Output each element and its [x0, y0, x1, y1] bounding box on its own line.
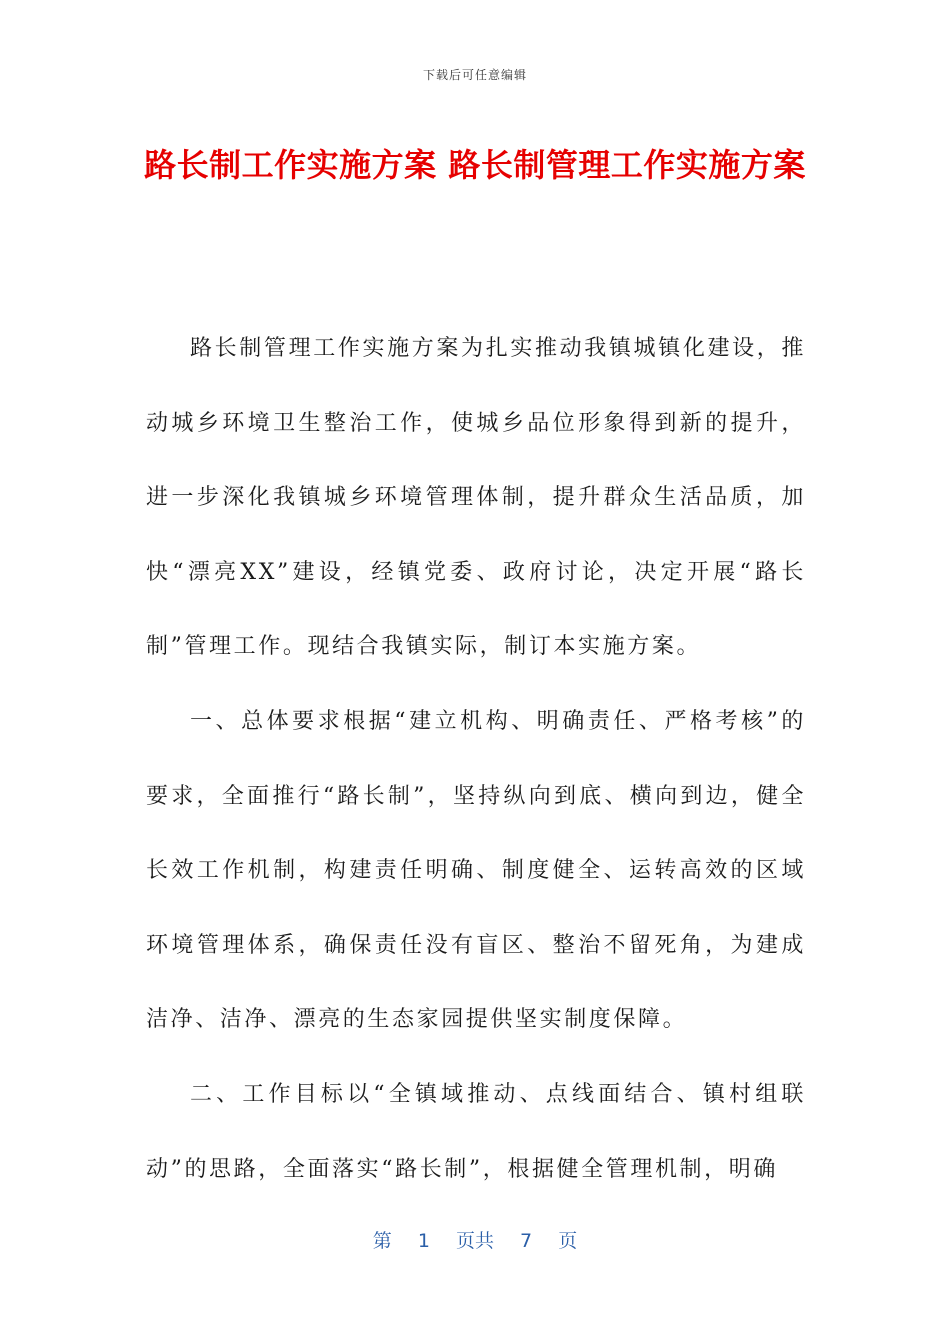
footer-suffix: 页 — [558, 1230, 578, 1252]
footer-current-page: 1 — [417, 1230, 430, 1252]
header-note: 下载后可任意编辑 — [422, 68, 527, 82]
footer-prefix: 第 — [372, 1230, 392, 1252]
document-title: 路长制工作实施方案 路长制管理工作实施方案 — [144, 146, 806, 184]
document-body — [146, 312, 806, 1207]
paragraph-general-requirements: 一、总体要求根据“建立机构、明确责任、严格考核”的要求，全面推行“路长制”，坚持纵向到底、横向到边，健全长效工作机制，构建责任明确、制度健全、运转高效的区域环境管理体系，确保责任没有盲区、整治不留死角，为建成洁净、洁净、漂亮的生态家园提供坚实制度保障。 — [146, 708, 806, 1033]
paragraph-work-objectives: 二、工作目标以“全镇域推动、点线面结合、镇村组联动”的思路，全面落实“路长制”，根据健全管理机制，明确 — [146, 1081, 806, 1182]
footer-middle: 页共 — [455, 1230, 494, 1252]
footer-total-pages: 7 — [520, 1230, 533, 1252]
page-number-footer — [0, 1226, 950, 1253]
paragraph-intro: 路长制管理工作实施方案为扎实推动我镇城镇化建设，推动城乡环境卫生整治工作，使城乡品位形象得到新的提升，进一步深化我镇城乡环境管理体制，提升群众生活品质，加快“漂亮XX”建设，经镇党委、政府讨论，决定开展“路长制”管理工作。现结合我镇实际，制订本实施方案。 — [146, 336, 806, 660]
